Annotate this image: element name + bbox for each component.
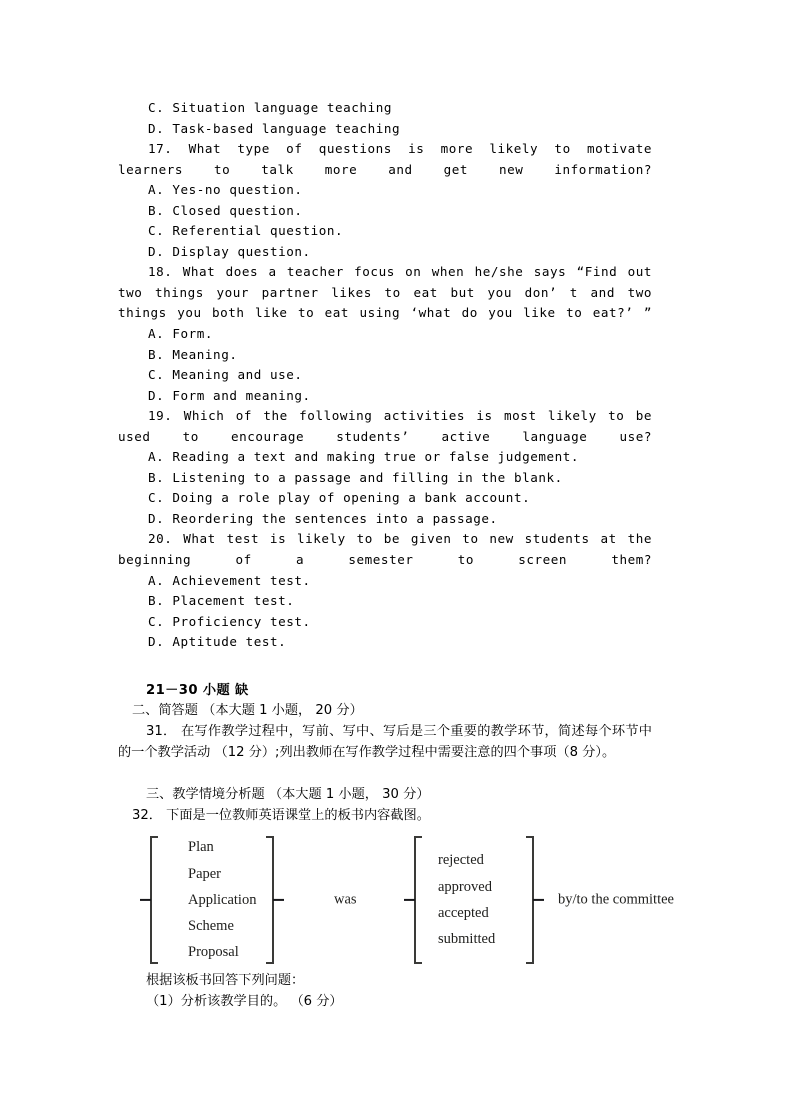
blackboard-diagram [150,832,690,968]
list-item: Proposal [188,944,239,961]
option-line: C. Situation language teaching [148,100,392,115]
right-group-items [438,832,495,968]
left-word-group [150,832,302,968]
option-line: B. Placement test. [148,593,295,609]
list-item: Paper [188,865,222,882]
section-three-block [118,784,652,826]
connector-word: was [334,891,357,908]
followup-block [118,970,652,1012]
option-line: C. Proficiency test. [148,613,311,629]
left-group-close-bracket [262,836,274,964]
option-line: D. Form and meaning. [148,387,311,403]
section-two-heading: 二、简答题 （本大题 1 小题， 20 分） [132,703,363,718]
missing-items-note: 21－30 小题 缺 [146,683,249,698]
missing-items-note-block [118,680,652,701]
trailing-phrase: by/to the committee [558,891,674,908]
right-word-group [414,832,546,968]
question-stem: 17. What type of questions is more likely to motivate learners to talk more and get new information? [118,141,652,177]
option-line: A. Form. [148,326,214,342]
option-line: C. Doing a role play of opening a bank account. [148,490,531,506]
option-line: B. Closed question. [148,202,303,218]
question-stem: 20. What test is likely to be given to new students at the beginning of a semester to screen them? [118,531,652,568]
option-line: C. Referential question. [148,223,344,239]
question-32: 32． 下面是一位教师英语课堂上的板书内容截图。 [132,808,430,823]
question-31: 31． 在写作教学过程中，写前、写中、写后是三个重要的教学环节，简述每个环节中的一个教学活动 （12 分）;列出教师在写作教学过程中需要注意的四个事项（8 分）。 [118,724,652,760]
list-item: Application [188,891,257,908]
list-item: Scheme [188,918,234,935]
followup-prompt: 根据该板书回答下列问题： [146,973,305,988]
left-group-open-bracket [150,836,162,964]
right-group-close-bracket [522,836,534,964]
followup-item-1: （1）分析该教学目的。 （6 分） [146,994,343,1009]
multiple-choice-block [118,98,652,653]
question-stem: 19. Which of the following activities is most likely to be used to encourage students’ active language use? [118,408,652,444]
option-line: A. Reading a text and making true or false judgement. [148,449,579,465]
question-stem: 18. What does a teacher focus on when he/she says “Find out two things your partner likes to eat but you don’ t and two things you both like to eat using ‘what do you like to eat?’ ” [118,264,652,321]
section-three-heading: 三、教学情境分析题 （本大题 1 小题， 30 分） [146,787,430,802]
option-line: D. Display question. [148,243,311,259]
list-item: accepted [438,905,489,921]
list-item: rejected [438,852,484,869]
option-line: B. Listening to a passage and filling in the blank. [148,469,563,485]
option-line: D. Reordering the sentences into a passage. [148,510,498,526]
list-item: approved [438,878,492,895]
list-item: Plan [188,839,214,856]
section-two-block [118,700,652,763]
option-line: A. Yes-no question. [148,182,303,198]
option-line: D. Task-based language teaching [148,120,401,136]
option-line: B. Meaning. [148,346,238,362]
option-line: A. Achievement test. [148,572,311,588]
option-line: C. Meaning and use. [148,367,303,383]
right-group-open-bracket [414,836,426,964]
left-group-items [188,832,256,968]
option-line: D. Aptitude test. [148,634,287,650]
list-item: submitted [438,931,496,948]
